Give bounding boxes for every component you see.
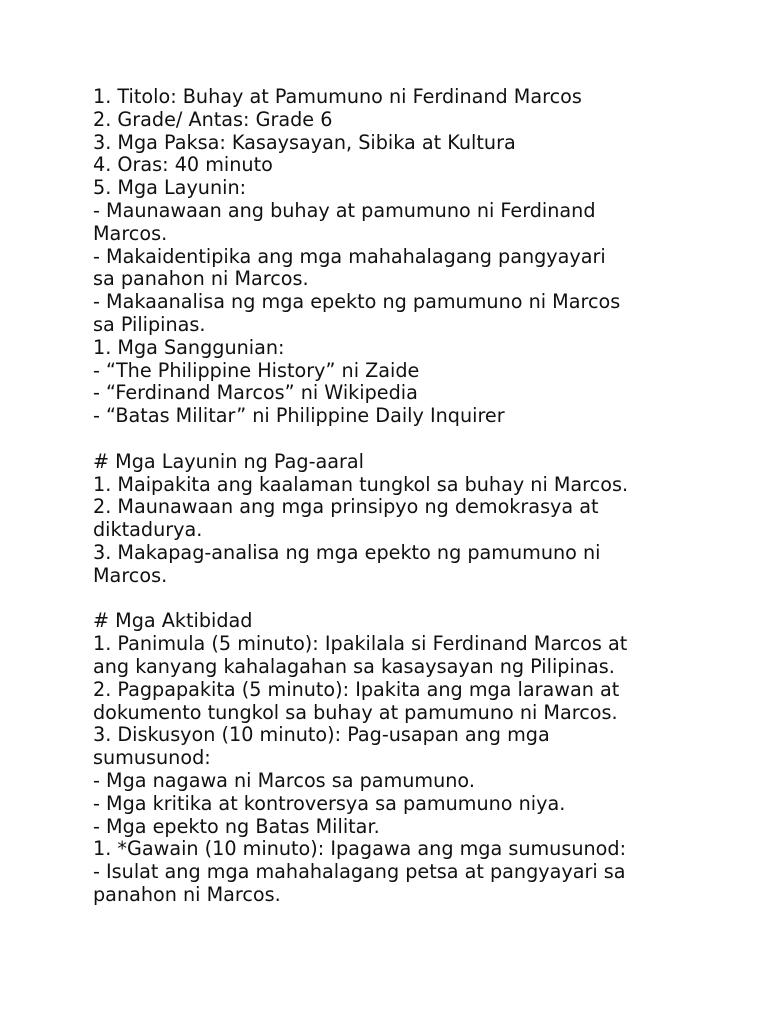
activity-line: ang kanyang kahalagahan sa kasaysayan ng Pilipinas. [93,654,615,678]
reference-line: - “Batas Militar” ni Philippine Daily Inquirer [93,404,505,428]
activity-line: 1. Panimula (5 minuto): Ipakilala si Ferdinand Marcos at [93,632,628,656]
reference-line: - “Ferdinand Marcos” ni Wikipedia [93,381,418,405]
section-gap [93,428,733,451]
objective-line: 1. Maipakita ang kaalaman tungkol sa buhay ni Marcos. [93,472,629,496]
objective-line: Marcos. [93,563,168,587]
objectives-heading: # Mga Layunin ng Pag-aaral [93,449,364,473]
goal-line: - Makaanalisa ng mga epekto ng pamumuno ni Marcos [93,290,621,314]
objective-line: 2. Maunawaan ang mga prinsipyo ng demokrasya at [93,495,599,519]
objectives-section [93,451,733,588]
goal-line: - Makaidentipika ang mga mahahalagang pangyayari [93,244,606,268]
activity-line: panahon ni Marcos. [93,882,281,906]
objective-line: 3. Makapag-analisa ng mga epekto ng pamumuno ni [93,540,601,564]
goals-heading: 5. Mga Layunin: [93,176,247,200]
activity-line: - Mga kritika at kontroversya sa pamumuno niya. [93,791,566,815]
goal-line: Marcos. [93,221,168,245]
activity-line: 1. *Gawain (10 minuto): Ipagawa ang mga sumusunod: [93,837,627,861]
objective-line: diktadurya. [93,518,203,542]
reference-line: - “The Philippine History” ni Zaide [93,358,420,382]
lesson-header-section [93,86,733,428]
references-heading: 1. Mga Sanggunian: [93,335,285,359]
goal-line: sa panahon ni Marcos. [93,267,309,291]
activity-line: - Isulat ang mga mahahalagang petsa at pangyayari sa [93,860,626,884]
activity-line: - Mga epekto ng Batas Militar. [93,814,380,838]
subjects-line: 3. Mga Paksa: Kasaysayan, Sibika at Kultura [93,130,516,154]
time-line: 4. Oras: 40 minuto [93,153,273,177]
activity-line: dokumento tungkol sa buhay at pamumuno ni Marcos. [93,700,618,724]
goal-line: - Maunawaan ang buhay at pamumuno ni Ferdinand [93,198,596,222]
activity-line: 3. Diskusyon (10 minuto): Pag-usapan ang mga [93,723,550,747]
activity-line: sumusunod: [93,746,211,770]
activities-section [93,610,733,906]
activity-line: 2. Pagpapakita (5 minuto): Ipakita ang mga larawan at [93,677,620,701]
document-page [93,86,733,907]
title-line: 1. Titolo: Buhay at Pamumuno ni Ferdinand Marcos [93,85,582,108]
goal-line: sa Pilipinas. [93,312,206,336]
section-gap [93,588,733,611]
activity-line: - Mga nagawa ni Marcos sa pamumuno. [93,768,475,792]
grade-line: 2. Grade/ Antas: Grade 6 [93,107,333,131]
activities-heading: # Mga Aktibidad [93,609,253,633]
